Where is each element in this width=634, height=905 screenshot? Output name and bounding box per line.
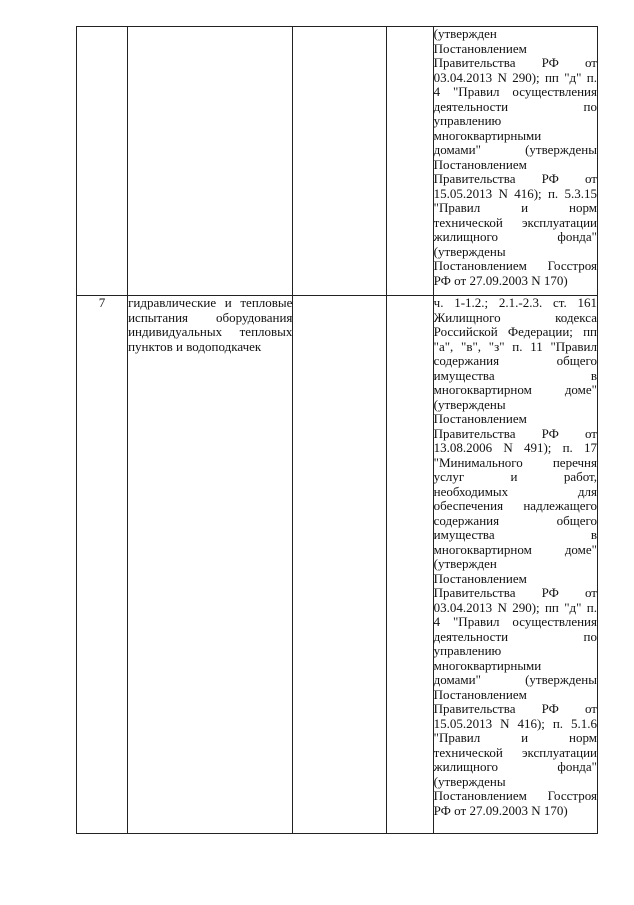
works-table (76, 26, 598, 834)
reference-line: 13.08.2006 N 491); п. 17 (433, 440, 597, 455)
empty-cell (293, 296, 386, 834)
reference-line: имущества в (433, 367, 597, 383)
legal-reference-text (434, 27, 597, 288)
reference-line: технической эксплуатации (433, 214, 597, 230)
reference-line: Постановлением (433, 40, 527, 56)
reference-line: Постановлением Госстроя (433, 258, 597, 273)
reference-line: жилищного фонда" (433, 229, 597, 244)
reference-line: (утверждены (433, 773, 506, 789)
reference-line: (утвержден (433, 26, 497, 41)
reference-line: необходимых для (433, 483, 597, 499)
reference-line: Постановлением Госстроя (433, 788, 597, 803)
reference-line: (утверждены (433, 396, 506, 412)
reference-line: домами" (утверждены (433, 672, 597, 687)
reference-line: имущества в (433, 527, 597, 542)
table-row (77, 296, 598, 834)
reference-line: Правительства РФ от (433, 55, 597, 70)
reference-line: (утвержден (433, 556, 497, 571)
reference-line: 4 "Правил осуществления (433, 614, 597, 629)
reference-line: деятельности по (433, 98, 597, 114)
reference-line: управлению (433, 643, 502, 658)
reference-line: многоквартирными (433, 657, 542, 673)
reference-line: ч. 1-1.2.; 2.1.-2.3. ст. 161 (433, 295, 597, 310)
reference-line: Правительства РФ от (433, 171, 597, 186)
reference-line: содержания общего (433, 353, 597, 368)
reference-line: 03.04.2013 N 290); пп "д" п. (433, 599, 597, 615)
reference-line: многоквартирными (433, 127, 542, 143)
reference-line: РФ от 27.09.2003 N 170) (433, 802, 568, 818)
reference-line: Правительства РФ от (433, 701, 597, 716)
reference-line: 03.04.2013 N 290); пп "д" п. (433, 69, 597, 85)
reference-line: многоквартирном доме" (433, 382, 597, 397)
reference-line: 4 "Правил осуществления (433, 84, 597, 99)
reference-line: жилищного фонда" (433, 759, 597, 774)
legal-reference-text (434, 296, 597, 818)
reference-line: многоквартирном доме" (433, 541, 597, 557)
reference-line: Жилищного кодекса (433, 309, 597, 325)
reference-line: технической эксплуатации (433, 744, 597, 760)
empty-cell (386, 27, 433, 296)
table-row (77, 27, 598, 296)
reference-line: деятельности по (433, 628, 597, 644)
row-number-cell (77, 27, 128, 296)
row-number-cell: 7 (77, 296, 128, 834)
reference-line: Постановлением (433, 156, 527, 172)
reference-line: (утверждены (433, 243, 506, 259)
reference-line: "Правил и норм (433, 730, 597, 745)
reference-line: "Минимального перечня (433, 454, 597, 470)
reference-line: РФ от 27.09.2003 N 170) (433, 272, 568, 288)
reference-line: 15.05.2013 N 416); п. 5.1.6 (433, 715, 597, 731)
reference-line: "а", "в", "з" п. 11 "Правил (433, 338, 597, 354)
reference-line: 15.05.2013 N 416); п. 5.3.15 (433, 185, 597, 201)
reference-line: Правительства РФ от (433, 425, 597, 441)
reference-line: Правительства РФ от (433, 585, 597, 600)
reference-line: домами" (утверждены (433, 142, 597, 157)
reference-line: услуг и работ, (433, 469, 597, 484)
legal-reference-cell (433, 296, 597, 834)
work-description-cell (128, 27, 293, 296)
reference-line: Российской Федерации; пп (433, 324, 597, 339)
reference-line: "Правил и норм (433, 200, 597, 215)
reference-line: обеспечения надлежащего (433, 498, 597, 513)
reference-line: Постановлением (433, 411, 527, 426)
reference-line: Постановлением (433, 686, 527, 702)
work-description-cell: гидравлические и тепловые испытания оборудования индивидуальных тепловых пунктов и водоподкачек (128, 296, 293, 834)
empty-cell (293, 27, 386, 296)
reference-line: Постановлением (433, 570, 527, 586)
empty-cell (386, 296, 433, 834)
reference-line: управлению (433, 113, 502, 128)
reference-line: содержания общего (433, 512, 597, 528)
legal-reference-cell (433, 27, 597, 296)
